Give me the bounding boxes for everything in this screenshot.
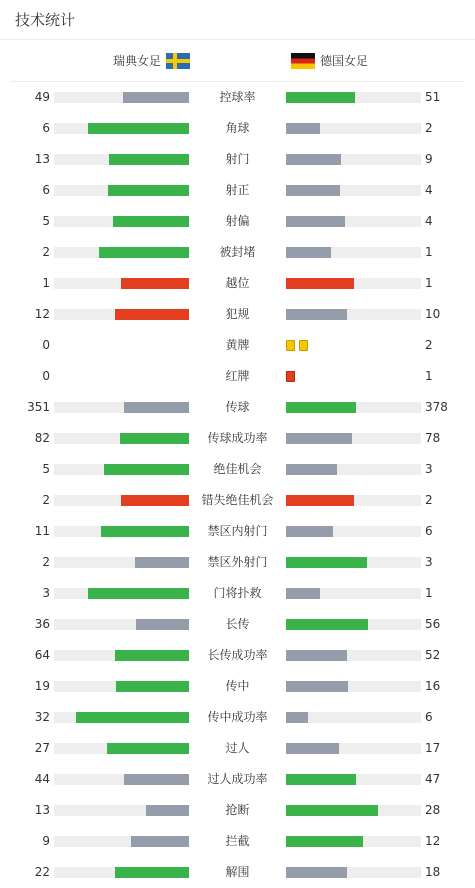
away-cards <box>286 371 295 383</box>
away-stat-value: 51 <box>425 90 441 104</box>
home-bar-track <box>54 867 189 878</box>
away-bar-track <box>286 216 421 227</box>
home-stat-value: 32 <box>34 710 50 724</box>
home-bar-track <box>54 526 189 537</box>
home-bar-fill <box>76 712 189 723</box>
home-bar-fill <box>131 836 189 847</box>
home-stat-value: 0 <box>42 338 50 352</box>
stat-row <box>0 206 475 237</box>
home-bar-fill <box>124 774 189 785</box>
away-bar-fill <box>286 464 337 475</box>
home-bar-fill <box>123 92 189 103</box>
away-bar-fill <box>286 526 333 537</box>
away-bar-track <box>286 836 421 847</box>
away-bar-track <box>286 805 421 816</box>
home-bar-fill <box>88 123 189 134</box>
stat-label: 传中成功率 <box>207 710 268 724</box>
home-bar-track <box>54 836 189 847</box>
away-bar-track <box>286 526 421 537</box>
away-bar-fill <box>286 495 354 506</box>
away-bar-track <box>286 681 421 692</box>
away-cards <box>286 340 308 352</box>
away-bar-track <box>286 464 421 475</box>
stat-row <box>0 113 475 144</box>
away-stat-value: 17 <box>425 741 441 755</box>
stat-label: 抢断 <box>225 803 250 817</box>
home-bar-fill <box>146 805 189 816</box>
home-stat-value: 2 <box>42 493 50 507</box>
home-team[interactable] <box>113 40 190 81</box>
away-stat-value: 1 <box>425 245 433 259</box>
away-bar-fill <box>286 309 347 320</box>
stat-row <box>0 764 475 795</box>
away-bar-track <box>286 712 421 723</box>
stats-list <box>0 82 475 888</box>
germany-flag-icon <box>291 53 315 69</box>
stat-label: 红牌 <box>225 369 250 383</box>
section-header <box>0 0 475 40</box>
away-stat-value: 2 <box>425 493 433 507</box>
stat-label: 门将扑救 <box>213 586 262 600</box>
stat-row <box>0 175 475 206</box>
home-bar-fill <box>124 402 189 413</box>
home-bar-track <box>54 402 189 413</box>
away-bar-track <box>286 650 421 661</box>
home-bar-track <box>54 247 189 258</box>
home-bar-fill <box>121 495 189 506</box>
home-bar-track <box>54 278 189 289</box>
red-card-icon <box>286 371 295 382</box>
home-bar-fill <box>109 154 189 165</box>
home-stat-value: 64 <box>34 648 50 662</box>
away-team[interactable] <box>291 40 368 81</box>
home-stat-value: 3 <box>42 586 50 600</box>
stat-label: 过人成功率 <box>207 772 268 786</box>
home-bar-track <box>54 774 189 785</box>
away-bar-track <box>286 402 421 413</box>
away-bar-track <box>286 774 421 785</box>
away-stat-value: 52 <box>425 648 441 662</box>
stat-label: 控球率 <box>219 90 256 104</box>
stat-row <box>0 640 475 671</box>
home-bar-fill <box>120 433 189 444</box>
away-bar-fill <box>286 774 356 785</box>
away-bar-fill <box>286 557 367 568</box>
away-stat-value: 1 <box>425 586 433 600</box>
away-bar-fill <box>286 743 339 754</box>
away-stat-value: 378 <box>425 400 448 414</box>
home-stat-value: 11 <box>34 524 50 538</box>
home-bar-track <box>54 495 189 506</box>
home-bar-fill <box>116 681 189 692</box>
home-bar-track <box>54 309 189 320</box>
home-stat-value: 9 <box>42 834 50 848</box>
stat-label: 长传成功率 <box>207 648 268 662</box>
stat-row <box>0 795 475 826</box>
stat-label: 错失绝佳机会 <box>201 493 274 507</box>
home-bar-track <box>54 216 189 227</box>
away-bar-fill <box>286 650 347 661</box>
away-stat-value: 3 <box>425 555 433 569</box>
stat-row <box>0 268 475 299</box>
home-stat-value: 5 <box>42 462 50 476</box>
home-bar-fill <box>99 247 189 258</box>
home-bar-fill <box>115 650 189 661</box>
home-bar-track <box>54 464 189 475</box>
away-stat-value: 1 <box>425 276 433 290</box>
stat-label: 传中 <box>225 679 250 693</box>
home-bar-fill <box>121 278 189 289</box>
stat-label: 射偏 <box>225 214 250 228</box>
away-bar-fill <box>286 588 320 599</box>
away-bar-track <box>286 185 421 196</box>
stat-row <box>0 609 475 640</box>
away-stat-value: 47 <box>425 772 441 786</box>
home-bar-track <box>54 123 189 134</box>
home-stat-value: 1 <box>42 276 50 290</box>
away-bar-fill <box>286 92 355 103</box>
away-stat-value: 4 <box>425 214 433 228</box>
stat-row <box>0 578 475 609</box>
home-stat-value: 0 <box>42 369 50 383</box>
away-stat-value: 2 <box>425 121 433 135</box>
home-bar-track <box>54 650 189 661</box>
stat-label: 解围 <box>225 865 250 879</box>
stat-label: 传球成功率 <box>207 431 268 445</box>
home-team-name: 瑞典女足 <box>112 54 161 68</box>
home-bar-fill <box>115 867 189 878</box>
away-bar-fill <box>286 154 341 165</box>
away-bar-fill <box>286 216 345 227</box>
stat-row <box>0 733 475 764</box>
home-stat-value: 82 <box>34 431 50 445</box>
home-bar-fill <box>88 588 189 599</box>
away-bar-track <box>286 495 421 506</box>
home-bar-track <box>54 588 189 599</box>
yellow-card-icon <box>299 340 308 351</box>
home-bar-track <box>54 712 189 723</box>
home-bar-fill <box>113 216 189 227</box>
home-bar-track <box>54 92 189 103</box>
away-team-name: 德国女足 <box>320 54 369 68</box>
home-bar-fill <box>135 557 189 568</box>
stat-label: 传球 <box>225 400 250 414</box>
stat-row <box>0 485 475 516</box>
away-bar-track <box>286 309 421 320</box>
home-stat-value: 19 <box>34 679 50 693</box>
away-stat-value: 28 <box>425 803 441 817</box>
stat-label: 长传 <box>225 617 250 631</box>
home-stat-value: 351 <box>27 400 50 414</box>
home-bar-fill <box>104 464 189 475</box>
section-title: 技术统计 <box>15 11 76 29</box>
away-bar-fill <box>286 123 320 134</box>
home-bar-track <box>54 433 189 444</box>
stat-row <box>0 237 475 268</box>
stat-row <box>0 671 475 702</box>
home-bar-track <box>54 681 189 692</box>
yellow-card-icon <box>286 340 295 351</box>
away-bar-fill <box>286 185 340 196</box>
stat-label: 黄牌 <box>225 338 250 352</box>
stat-row <box>0 330 475 361</box>
stat-row <box>0 392 475 423</box>
away-bar-fill <box>286 619 368 630</box>
home-stat-value: 22 <box>34 865 50 879</box>
stat-row <box>0 423 475 454</box>
away-stat-value: 9 <box>425 152 433 166</box>
away-bar-track <box>286 588 421 599</box>
home-bar-track <box>54 619 189 630</box>
home-stat-value: 44 <box>34 772 50 786</box>
stat-row <box>0 857 475 888</box>
stat-label: 角球 <box>225 121 250 135</box>
home-bar-track <box>54 185 189 196</box>
stat-row <box>0 702 475 733</box>
stat-label: 被封堵 <box>219 245 256 259</box>
away-bar-track <box>286 433 421 444</box>
home-stat-value: 49 <box>34 90 50 104</box>
home-bar-fill <box>115 309 189 320</box>
stat-row <box>0 547 475 578</box>
stat-row <box>0 826 475 857</box>
away-stat-value: 6 <box>425 524 433 538</box>
stat-label: 禁区外射门 <box>207 555 268 569</box>
away-stat-value: 3 <box>425 462 433 476</box>
home-bar-track <box>54 743 189 754</box>
stat-label: 犯规 <box>225 307 250 321</box>
away-bar-track <box>286 557 421 568</box>
away-bar-fill <box>286 433 352 444</box>
stat-row <box>0 144 475 175</box>
home-stat-value: 6 <box>42 121 50 135</box>
stat-label: 过人 <box>225 741 250 755</box>
stat-row <box>0 361 475 392</box>
home-stat-value: 27 <box>34 741 50 755</box>
away-bar-track <box>286 867 421 878</box>
away-bar-track <box>286 743 421 754</box>
home-stat-value: 2 <box>42 555 50 569</box>
away-bar-fill <box>286 712 308 723</box>
home-stat-value: 5 <box>42 214 50 228</box>
stat-label: 拦截 <box>225 834 250 848</box>
stat-label: 绝佳机会 <box>213 462 262 476</box>
away-stat-value: 10 <box>425 307 441 321</box>
away-bar-track <box>286 123 421 134</box>
stat-label: 射正 <box>225 183 250 197</box>
away-stat-value: 12 <box>425 834 441 848</box>
sweden-flag-icon <box>166 53 190 69</box>
home-bar-fill <box>136 619 189 630</box>
away-stat-value: 6 <box>425 710 433 724</box>
home-stat-value: 13 <box>34 803 50 817</box>
home-bar-fill <box>108 185 189 196</box>
home-stat-value: 2 <box>42 245 50 259</box>
away-stat-value: 78 <box>425 431 441 445</box>
home-bar-track <box>54 154 189 165</box>
away-stat-value: 1 <box>425 369 433 383</box>
away-bar-track <box>286 247 421 258</box>
stat-label: 禁区内射门 <box>207 524 268 538</box>
away-stat-value: 18 <box>425 865 441 879</box>
stat-label: 越位 <box>225 276 250 290</box>
away-bar-fill <box>286 247 331 258</box>
stat-row <box>0 299 475 330</box>
away-bar-track <box>286 278 421 289</box>
home-bar-fill <box>101 526 189 537</box>
away-stat-value: 4 <box>425 183 433 197</box>
stat-row <box>0 516 475 547</box>
away-bar-fill <box>286 402 356 413</box>
home-stat-value: 6 <box>42 183 50 197</box>
home-stat-value: 12 <box>34 307 50 321</box>
away-stat-value: 2 <box>425 338 433 352</box>
away-stat-value: 16 <box>425 679 441 693</box>
away-bar-track <box>286 619 421 630</box>
away-bar-fill <box>286 867 347 878</box>
away-bar-fill <box>286 836 363 847</box>
away-stat-value: 56 <box>425 617 441 631</box>
away-bar-track <box>286 154 421 165</box>
away-bar-fill <box>286 278 354 289</box>
home-bar-fill <box>107 743 189 754</box>
stat-label: 射门 <box>225 152 250 166</box>
home-bar-track <box>54 805 189 816</box>
stat-row <box>0 82 475 113</box>
stat-row <box>0 454 475 485</box>
away-bar-track <box>286 92 421 103</box>
home-bar-track <box>54 557 189 568</box>
home-stat-value: 13 <box>34 152 50 166</box>
home-stat-value: 36 <box>34 617 50 631</box>
team-header <box>10 40 465 82</box>
away-bar-fill <box>286 805 378 816</box>
away-bar-fill <box>286 681 348 692</box>
